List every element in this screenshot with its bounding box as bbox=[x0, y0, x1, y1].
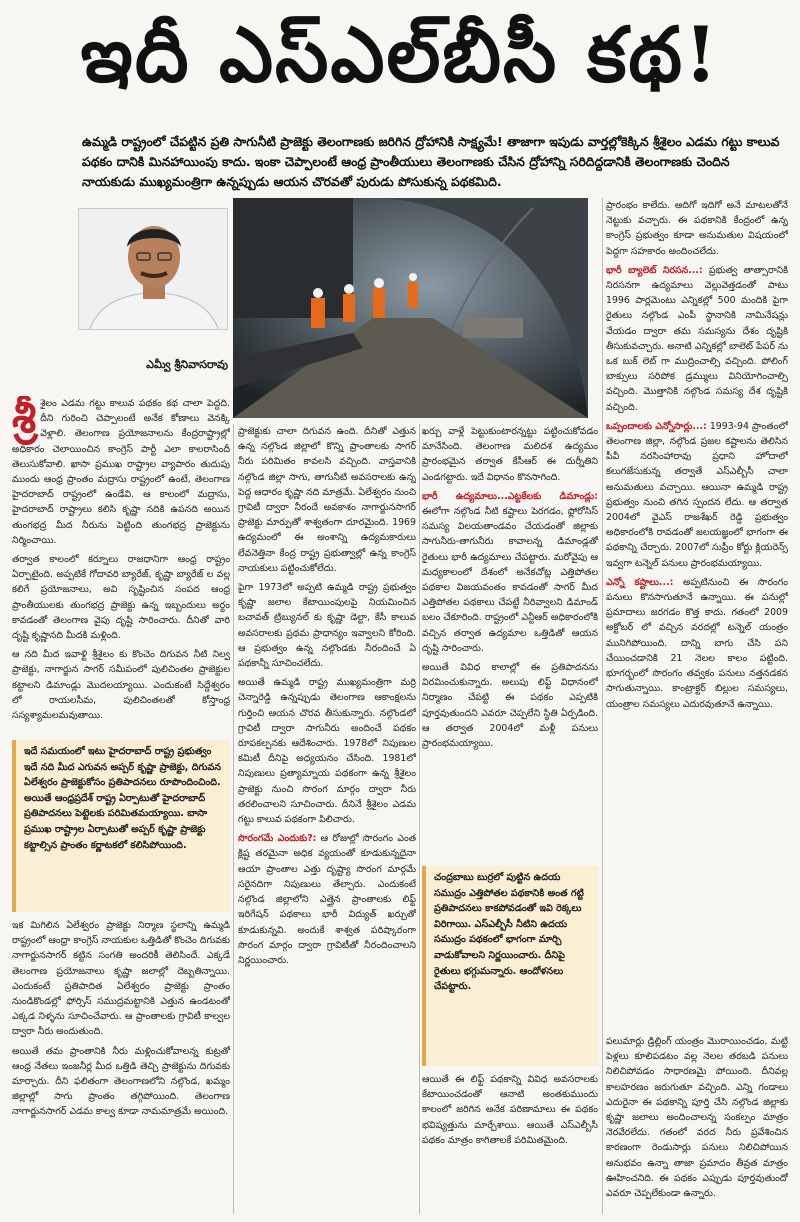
col4-paragraph-1: ప్రారంభం కాలేదు. అదిగో ఇదిగో అనే మాటలతోనే నెట్టుకు వచ్చారు. ఈ పథకానికి కేంద్రంలో ఉన్న కాంగ్రెస్ ప్రభుత్వం కూడా అనుమతుల విషయంలో పెద్దగా సహకారం అందించలేదు. bbox=[606, 200, 788, 257]
author-photo bbox=[78, 208, 228, 330]
col2-paragraph-1: ప్రాజెక్టుకు చాలా దిగువన ఉంది. దీనితో ఎత్తున ఉన్న నల్గొండ జిల్లాలో కొన్ని ప్రాంతాలకు సాగర్ నీరు పరిమితం కావలసి వచ్చింది. వాస్తవానికి నల్గొండ జిల్లా సాగు, తాగునీటి అవసరాలకు ఉన్న పెద్ద ఆధారం కృష్ణా నది మాత్రమే. ఏలేశ్వరం నుంచి గ్రావిటీ ద్వారా నీరందే అవకాశం నాగార్జునసాగర్ ప్రాజెక్టు మార్పుతో శాశ్వతంగా దూరమైంది. 1969 ఉద్యమంలో ఈ అంశాన్ని ఉద్యమకారులు లేవనెత్తినా కేంద్ర రాష్ట్ర ప్రభుత్వాల్లో ఉన్న కాంగ్రెస్ నాయకులు పట్టించుకోలేదు. bbox=[238, 426, 416, 574]
col4-paragraph-4: అప్పటినుంచి ఈ సొరంగం పనులు కొనసాగుతూనే ఉన్నాయి. ఈ పనుల్లో ప్రమాదాలు జరగడం కొత్త కాదు. గతంలో 2009 అక్టోబర్ లో వచ్చిన వరదల్లో టన్నెల్ యంత్రం మునిగిపోయింది. దాన్ని బాగు చేసి పని చేయించడానికి 21 నెలల కాలం పట్టింది. భూగర్భంలో సొరంగం తవ్వకం పనులు నత్తనడకన సాగుతున్నాయి. కాంట్రాక్టర్ బిల్లుల సమస్యలు, యంత్రాల సమస్యలు ఎదురవుతూనే ఉన్నాయి. bbox=[606, 576, 788, 710]
col1-paragraph-2: తర్వాత కాలంలో కర్నూలు రాజధానిగా ఆంధ్ర రాష్ట్రం ఏర్పాటైంది. అప్పటికే గోదావరి బ్యారేజ్, కృష్ణా బ్యారేజ్ ల వల్ల కలిగే ప్రయోజనాలు, అవి సృష్టించిన సంపద ఆంధ్ర ప్రాంతీయులకు తుంగభద్ర ప్రాజెక్టు ఉన్న ఇబ్బందులు అర్థం కావడంతో తెలంగాణ వైపు దృష్టి సారించారు. దీనితో వారి దృష్టి కృష్ణానది మీదకి మళ్లింది. bbox=[12, 554, 230, 642]
col4-subheading-1: భారీ బ్యాలెట్ నిరసన...: bbox=[606, 264, 703, 276]
col4-paragraph-3: 1993-94 ప్రాంతంలో తెలంగాణ జిల్లా, నల్గొండ ప్రజల కష్టాలను తెలిసిన పీవీ నరసింహారావు ప్రధాని హోదాలో కలుగజేసుకున్న తర్వాతే ఎస్ఎల్బీసీ చాలా అనుమతులు వచ్చాయి. ఆయినా ఉమ్మడి రాష్ట్ర ప్రభుత్వం నుంచి తగిన స్పందన లేదు. ఆ తర్వాత 2004లో వైఎస్ రాజశేఖర్ రెడ్డి ప్రభుత్వం అధికారంలోకి రావడంతో జలయజ్ఞంలో భాగంగా ఈ పథకాన్ని చేర్చారు. 2007లో సుప్రీం కోర్టు క్లియరెన్స్ ఇవ్వగా టన్నెల్ పనులు ప్రారంభమయ్యాయి. bbox=[606, 420, 788, 569]
col1-paragraph-1: శైలం ఎడమ గట్టు కాలువ పథకం కథ చాలా పెద్దది. దీని గురించి చెప్పాలంటే అనేక కోణాలు వెనక్కి వెళ్లాలి. తెలంగాణ ప్రయోజనాలను కేంద్రరాష్ట్రాల్లో అధికారం చెలాయించిన కాంగ్రెస్ పార్టీ ఎలా కాలరాసిందీ తెలుసుకోవాలి. ఖాసా ప్రముఖ రాష్ట్రాల వ్యాపారం తుదుపు ముందు ఆంధ్ర ప్రాంతం మద్రాసు రాష్ట్రంలో ఉంటే, తెలంగాణ హైదరాబాద్ రాష్ట్రంలో ఉండేవి. ఆ కాలంలో మద్రాసు, హైదరాబాద్ రాష్ట్రాలు కలిసి కృష్ణా నదికి ఉపనది అయిన తుంగభద్ర మీద నీరును పెట్టింది తుంగభద్ర ప్రాజెక్టును నిర్మించాయి. bbox=[12, 398, 230, 546]
col3-paragraph-2: ఈలోగా నల్గొండ నీటి కష్టాలు పెరగడం, ఫ్లోరోసిస్ సమస్య విలయతాండవం చేయడంతో జిల్లాకు సాగునీరు-తాగునీరు కావాలన్న డిమాండ్లతో రైతులు భారీ ఉద్యమాలు చేపట్టారు. మరోవైపు ఆ మధ్యకాలంలో దేశంలో అనేకచోట్ల ఎత్తిపోతల పథకాల విజయవంతం కావడంతో సాగర్ మీద ఎత్తిపోతల పథకాలు చేపట్టే నీరివ్వాలని డిమాండ్ బలం చేకూరింది. రాష్ట్రంలో ఎన్టీఆర్ అధికారంలోకి వచ్చిన తర్వాత ఉద్యమాల ఒత్తిడితో ఆయన దృష్టి సారించారు. bbox=[422, 506, 598, 654]
col2-paragraph-3: అయితే ఉమ్మడి రాష్ట్ర ముఖ్యమంత్రిగా మర్రి చెన్నారెడ్డి ఉన్నప్పుడు తెలంగాణ ఆకాంక్షలను గుర్తించి ఆయన చొరవ తీసుకున్నారు. నల్గొండలో గ్రావిటీ ద్వారా సాగునీరు అందించే పథకం రూపకల్పనకు ఆదేశించారు. 1978లో నిపుణుల కమిటీ దీనిపై అధ్యయనం చేసింది. 1981లో నిపుణులు ప్రత్యామ్నాయ పథకంగా ఉన్న శ్రీశైలం ప్రాజెక్టు నుంచి సొరంగ మార్గం ద్వారా నీరు తరలించాలని సూచించారు. దీనినే శ్రీశైలం ఎడమ గట్టు కాలువ పథకంగా పిలిచారు. bbox=[238, 677, 416, 826]
callout-box-2: చంద్రబాబు బుర్రలో పుట్టిన ఉదయ సముద్రం ఎత్తిపోతల పథకానికి అంత గట్టి ప్రతిపాదనలు కాకపోవడంతో ఇవి రెక్కలు విరిగాయి. ఎస్ఎల్బీసీ నీటిని ఉదయ సముద్రం పథకంలో భాగంగా మార్చి వాడుకోవాలని నిర్ణయించారు. దీనిపై రైతులు భగ్గుమన్నారు. ఆందోళనలు చేపట్టారు. bbox=[422, 866, 598, 1066]
col4-paragraph-2: ప్రభుత్వ తాత్సారానికి నిరసనగా ఉద్యమాలు వెల్లువెత్తడంతో పాటు 1996 పార్లమెంటు ఎన్నికల్లో 500 మందికి పైగా రైతులు నల్గొండ ఎంపీ స్థానానికి నామినేషన్లు వేయడం ద్వారా తమ సమస్యను దేశం దృష్టికి తీసుకువచ్చారు. అనాటి ఎన్నికల్లో బాలెట్ పేపర్ ను ఒక బుక్ లెట్ గా ముద్రించాల్సి వచ్చింది. పోలింగ్ బాక్సులు సరిపోక డ్రమ్ములు వినియోగించాల్సి వచ్చింది. మొత్తానికి నల్గొండ సమస్య దేశ దృష్టికి వచ్చింది. bbox=[606, 264, 788, 413]
col3b-paragraph: ఆయితే ఈ లిఫ్ట్ పథకాన్ని వివిధ అవసరాలకు కేటాయించడంతో ఆనాటి అంతకుముందు కాలంలో జరిగిన అనేక పరిణామాలు ఈ పథకం భవిష్యత్తును మార్చేశాయి. ఆయితే ఎస్ఎల్బీసీ పథకం మాత్రం కాగితాలకే పరిమితమైంది. bbox=[422, 1074, 598, 1146]
col2-paragraph-4: ఆ రోజుల్లో సొరంగం ఎంత క్లిష్ట తరమైనా అధిక వ్యయంతో కూడుకున్నదైనా ఆయా ప్రాంతాల ఎత్తు దృష్ట్యా సొరంగ మార్గమే సరైనదిగా నిపుణులు తేల్చారు. ఎందుకంటే నల్గొండ జిల్లాలోని ఎత్తైన ప్రాంతాలకు లిఫ్ట్ ఇరిగేషన్ పథకాలు భారీ విద్యుత్ ఖర్చుతో కూడుకున్నవి. అందుకే శాశ్వత పరిష్కారంగా సొరంగ మార్గం ద్వారా గ్రావిటీతో నీరందించాలని నిర్ణయించారు. bbox=[238, 833, 416, 966]
col4-subheading-2: ఒప్పందాలకు ఎన్నోసార్లు...: bbox=[606, 420, 707, 432]
author-portrait-icon bbox=[79, 209, 228, 330]
col1b-paragraph-2: అయితే తమ ప్రాంతానికి నీరు మళ్లించుకోవాలన్న కుట్రతో ఆంధ్ర నేతలు ఇంజనీర్ల మీద ఒత్తిడి తెచ్చి ప్రాజెక్టును దిగువకు మార్చారు. దీని ఫలితంగా తెలంగాణలోని నల్గొండ, ఖమ్మం జిల్లాల్లో సాగు ప్రాంతం తగ్గిపోయింది. తెలంగాణ నాగార్జునసాగర్ ఎడమ కాల్వ కూడా నామమాత్రమే అయింది. bbox=[12, 1045, 230, 1118]
column-4-continued bbox=[606, 1034, 788, 1214]
column-1-continued bbox=[12, 918, 230, 1214]
col1b-paragraph-1: ఇక మిగిలిన ఏలేశ్వరం ప్రాజెక్టు నిర్మాణ స్థలాన్ని ఉమ్మడి రాష్ట్రంలో ఆంధ్రా కాంగ్రెస్ నాయకుల ఒత్తిడితో కొంచెం దిగువకు నాగార్జునసాగర్ కట్టిన సంగతి అందరికీ తెలిసిందే. ఎక్కడే తెలంగాణ ప్రయోజనాలు కృష్ణా జలాల్లో దెబ్బతిన్నాయి. ఎందుకంటే ప్రతిపాదిత ఏలేశ్వరం ప్రాజెక్టు ప్రాంతం నుండికొండల్లో ఫోర్సిస్ సముద్రమట్టానికి ఎత్తున ఉండటంతో ఎక్కడ నిళ్ళను సూచించేవారు. ఆ ప్రాంతాలకు గ్రావిటీ కాల్వల ద్వారా నీరు అందుతుంది. bbox=[12, 920, 230, 1038]
column-3-continued bbox=[422, 1072, 598, 1214]
author-byline: ఎమ్వీ శ్రీనివాసరావు bbox=[146, 358, 228, 371]
column-divider-2 bbox=[419, 424, 420, 1214]
tunnel-photo bbox=[233, 198, 588, 418]
column-2 bbox=[238, 424, 416, 1214]
col3-paragraph-1: ఖర్చు వాళ్లే పెట్టుకుంటారన్నట్టు పట్టించుకోవడం మానేసింది. తెలంగాణ మలిదశ ఉద్యమం ప్రారంభమైన తర్వాత కేసీఆర్ ఈ దుర్నీతిని ఎండగట్టారు. ఇదే విధానం కొనసాగింది. bbox=[422, 426, 598, 483]
column-divider-3 bbox=[602, 198, 603, 1214]
headline: ఇదీ ఎస్‌ఎల్‌బీసీ కథ! bbox=[80, 10, 720, 99]
col4b-paragraph: పలుమార్లు డ్రిల్లింగ్ యంత్రం మొరాయించడం, మట్టి పెళ్లలు కూలిపడటం వల్ల నెలల తరబడి పనులు నిలిచిపోవడం సాధారణమై పోయింది. దీనివల్ల కాలహరణం జరుగుతూ వచ్చింది. ఎన్ని గండాలు ఎదురైనా ఈ పథకాన్ని పూర్తి చేసి నల్గొండ జిల్లాకు కృష్ణా జలాలు అందించాలన్న సంకల్పం మాత్రం నెరవేరలేదు. గతంలో వరద నీరు ప్రవేశించిన కారణంగా రెండుసార్లు పనులు నిలిచిపోయిన అనుభవం ఉన్నా తాజా ప్రమాదం తీవ్రత మాత్రం ఊహించనిది. ఈ పథకం ఎప్పుడు పూర్తవుతుందో ఎవరూ చెప్పలేకుండా ఉన్నారు. bbox=[606, 1036, 788, 1200]
dropcap: శ్రీ bbox=[12, 396, 37, 443]
col3-subheading: భారీ ఉద్యమాలు...ఎట్టకేలకు డిమాండ్లు: bbox=[422, 490, 598, 502]
column-divider-1 bbox=[233, 424, 234, 1214]
col4-subheading-3: ఎన్నో కష్టాలు...: bbox=[606, 576, 674, 588]
col1-paragraph-3: ఆ నది మీద ఇవాళ్టి శ్రీశైలం కు కొంచెం దిగువన నీటి నిల్వ ప్రాజెక్టు, నాగార్జున సాగర్ సమీపంలో పులిచింతల ప్రాజెక్టుల కట్టాలని డిమాండ్లు మొదలయ్యాయి. ఎందుకంటే సిద్దేశ్వరం లో రాయలసీమ, పులిచింతలతో కోస్తాంధ్ర సస్యశ్యామలమవుతాయి. bbox=[12, 649, 230, 722]
col2-subheading: సొరంగమే ఎందుకు?: bbox=[238, 833, 317, 845]
column-1 bbox=[12, 396, 230, 736]
lead-paragraph: ఉమ్మడి రాష్ట్రంలో చేపట్టిన ప్రతి సాగునీటి ప్రాజెక్టు తెలంగాణకు జరిగిన ద్రోహానికి సాక్ష్యమే! తాజాగా ఇపుడు వార్తల్లోకెక్కిన శ్రీశైలం ఎడమ గట్టు కాలువ పథకం దానికి మినహాయింపు కాదు. ఇంకా చెప్పాలంటే ఆంధ్ర ప్రాంతీయులు తెలంగాణకు చేసిన ద్రోహాన్ని సరిదిద్దడానికి తెలంగాణకు చెందిన నాయకుడు ముఖ్యమంత్రిగా ఉన్నప్పుడు ఆయన చొరవతో పురుడు పోసుకున్న పథకమిది. bbox=[82, 134, 780, 189]
col3-paragraph-3: అయితే వివిధ కాలాల్లో ఈ ప్రతిపాదనను విరమించుకున్నారు. అలుపు లిఫ్ట్ విధానంలో నిర్మాణం చేపట్టి ఈ పథకం ఎప్పటికి పూర్తవుతుందని ఎవరూ చెప్పలేని స్థితి ఏర్పడింది. ఆ తర్వాత 2004లో మళ్లీ పనులు ప్రారంభమయ్యాయి. bbox=[422, 662, 598, 750]
masthead bbox=[0, 0, 800, 128]
col2-paragraph-2: పైగా 1973లో అప్పటి ఉమ్మడి రాష్ట్ర ప్రభుత్వం కృష్ణా జలాల కేటాయింపులపై నియమించిన బచావత్ ట్రిబ్యునల్ కు కృష్ణా డెల్టా, కేసీ కాలువ అవసరాలకు ప్రథమ ప్రాధాన్యం ఇవ్వాలని కోరింది. ఆ ప్రభుత్వం ఉన్న నల్గొండకు నీరందించే ఏ పథకాన్నీ సూచించలేదు. bbox=[238, 582, 416, 670]
tunnel-rescue-photo-icon bbox=[233, 198, 588, 418]
column-4 bbox=[606, 198, 788, 1028]
column-3 bbox=[422, 424, 598, 860]
callout-box-1: ఇదే సమయంలో ఇటు హైదరాబాద్ రాష్ట్ర ప్రభుత్వం ఇదే నది మీద ఎగువన అప్పర్ కృష్ణా ప్రాజెక్టు, దిగువన ఏలేశ్వరం ప్రాజెక్టుకోసం ప్రతిపాదనలు రూపొందించింది. అయితే ఆంధ్రప్రదేశ్ రాష్ట్ర ఏర్పాటుతో హైదరాబాద్ ప్రతిపాదనలు పెట్టెలకు పరిమితమయ్యాయి. బాసా ప్రముఖ రాష్ట్రాల ఏర్పాటుతో అప్పర్ కృష్ణా ప్రాజెక్టు కట్టాల్సిన ప్రాంతం కర్ణాటకలో కలిసిపోయింది. bbox=[12, 740, 230, 912]
